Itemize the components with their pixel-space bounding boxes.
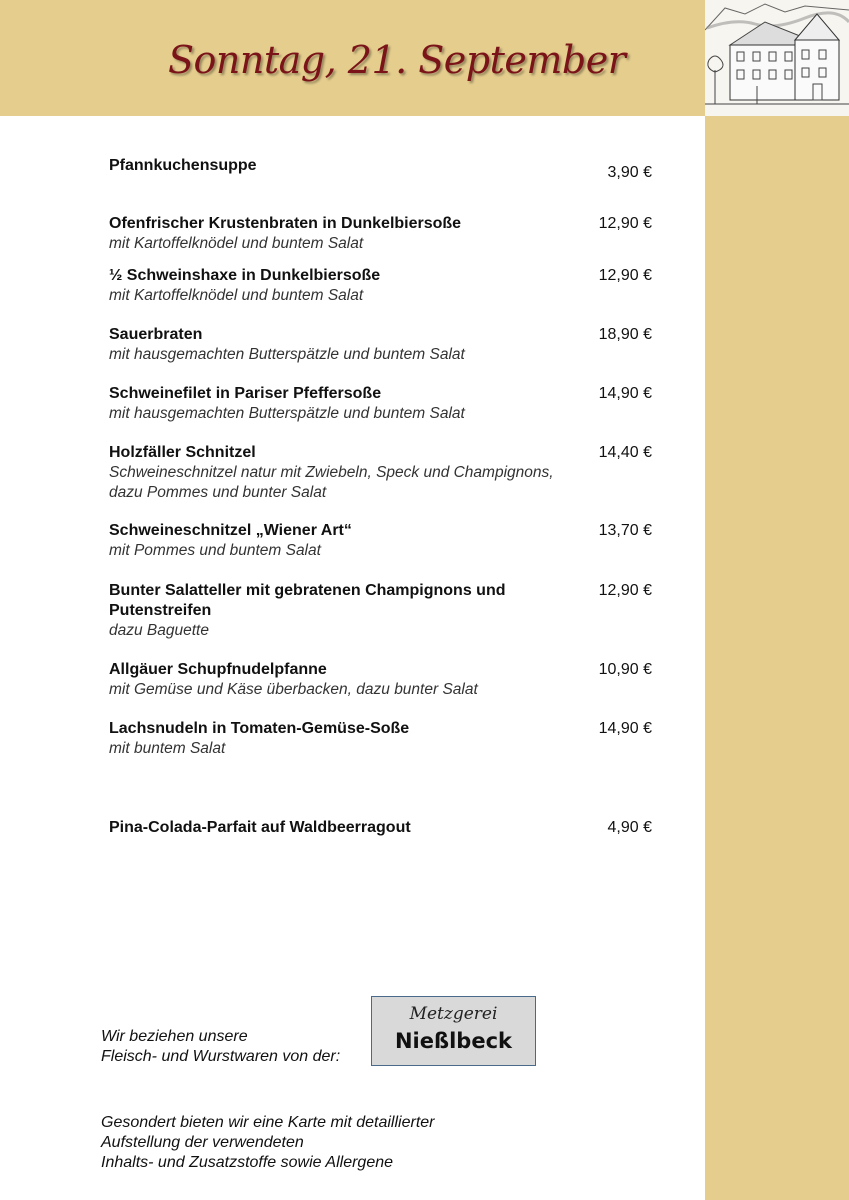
menu-item-description: mit Gemüse und Käse überbacken, dazu bunter Salat — [109, 681, 478, 698]
menu-item — [109, 443, 669, 503]
menu-item-name: Allgäuer Schupfnudelpfanne — [109, 661, 327, 678]
menu-item-name: Schweinefilet in Pariser Pfeffersoße — [109, 385, 382, 402]
menu-item-price: 14,90 € — [598, 385, 652, 402]
butcher-logo — [371, 996, 536, 1066]
menu-item-price: 12,90 € — [598, 582, 652, 599]
menu-item-name: ½ Schweinshaxe in Dunkelbiersoße — [109, 267, 381, 284]
butcher-logo-name: Nießlbeck — [394, 1029, 512, 1053]
menu-item-name: Ofenfrischer Krustenbraten in Dunkelbiersoße — [109, 215, 462, 232]
menu-item — [109, 325, 669, 365]
menu-item — [109, 660, 669, 700]
menu-item — [109, 818, 669, 838]
menu-item-price: 12,90 € — [598, 215, 652, 232]
menu-item-price: 18,90 € — [598, 326, 652, 343]
supplier-line: Fleisch- und Wurstwaren von der: — [101, 1048, 341, 1065]
menu-item — [109, 214, 669, 254]
menu-item-name: Sauerbraten — [109, 326, 203, 343]
menu-item-name: Bunter Salatteller mit gebratenen Champignons und Putenstreifen — [109, 582, 506, 619]
menu-item-description: dazu Baguette — [109, 622, 209, 639]
supplier-line: Wir beziehen unsere — [101, 1028, 248, 1045]
supplier-note — [101, 1027, 340, 1067]
menu-item-price: 10,90 € — [598, 661, 652, 678]
menu-item-description: mit buntem Salat — [109, 740, 226, 757]
menu-item-price: 4,90 € — [607, 819, 652, 836]
menu-item-description: mit Kartoffelknödel und buntem Salat — [109, 287, 364, 304]
page-title: Sonntag, 21. September — [168, 38, 626, 82]
menu-item — [109, 384, 669, 424]
menu-item-description: mit hausgemachten Butterspätzle und buntem Salat — [109, 346, 465, 363]
menu-item-description: Schweineschnitzel natur mit Zwiebeln, Speck und Champignons, dazu Pommes und bunter Salat — [109, 464, 554, 501]
menu-item-description: mit Pommes und buntem Salat — [109, 542, 321, 559]
menu-item-price: 12,90 € — [598, 267, 652, 284]
menu-item-price: 14,40 € — [598, 444, 652, 461]
allergen-line: Gesondert bieten wir eine Karte mit detaillierter — [101, 1114, 435, 1131]
allergen-line: Aufstellung der verwendeten — [101, 1134, 304, 1151]
menu-item — [109, 266, 669, 306]
menu-item-name: Schweineschnitzel „Wiener Art“ — [109, 522, 352, 539]
menu-item-name: Pfannkuchensuppe — [109, 157, 257, 174]
allergen-line: Inhalts- und Zusatzstoffe sowie Allergene — [101, 1154, 394, 1171]
menu-item-price: 14,90 € — [598, 720, 652, 737]
menu-item — [109, 719, 669, 759]
menu-item-price: 3,90 € — [607, 164, 652, 181]
menu-item — [109, 521, 669, 561]
menu-item — [109, 581, 669, 641]
house-sketch-icon — [705, 0, 849, 116]
menu-item — [109, 156, 669, 181]
allergen-note — [101, 1113, 435, 1173]
menu-item-name: Holzfäller Schnitzel — [109, 444, 256, 461]
butcher-logo-top: Metzgerei — [409, 1004, 498, 1024]
menu-item-name: Pina-Colada-Parfait auf Waldbeerragout — [109, 819, 411, 836]
menu-item-price: 13,70 € — [598, 522, 652, 539]
side-band — [705, 116, 849, 1200]
menu-item-description: mit Kartoffelknödel und buntem Salat — [109, 235, 364, 252]
menu-item-name: Lachsnudeln in Tomaten-Gemüse-Soße — [109, 720, 410, 737]
menu-item-description: mit hausgemachten Butterspätzle und buntem Salat — [109, 405, 465, 422]
